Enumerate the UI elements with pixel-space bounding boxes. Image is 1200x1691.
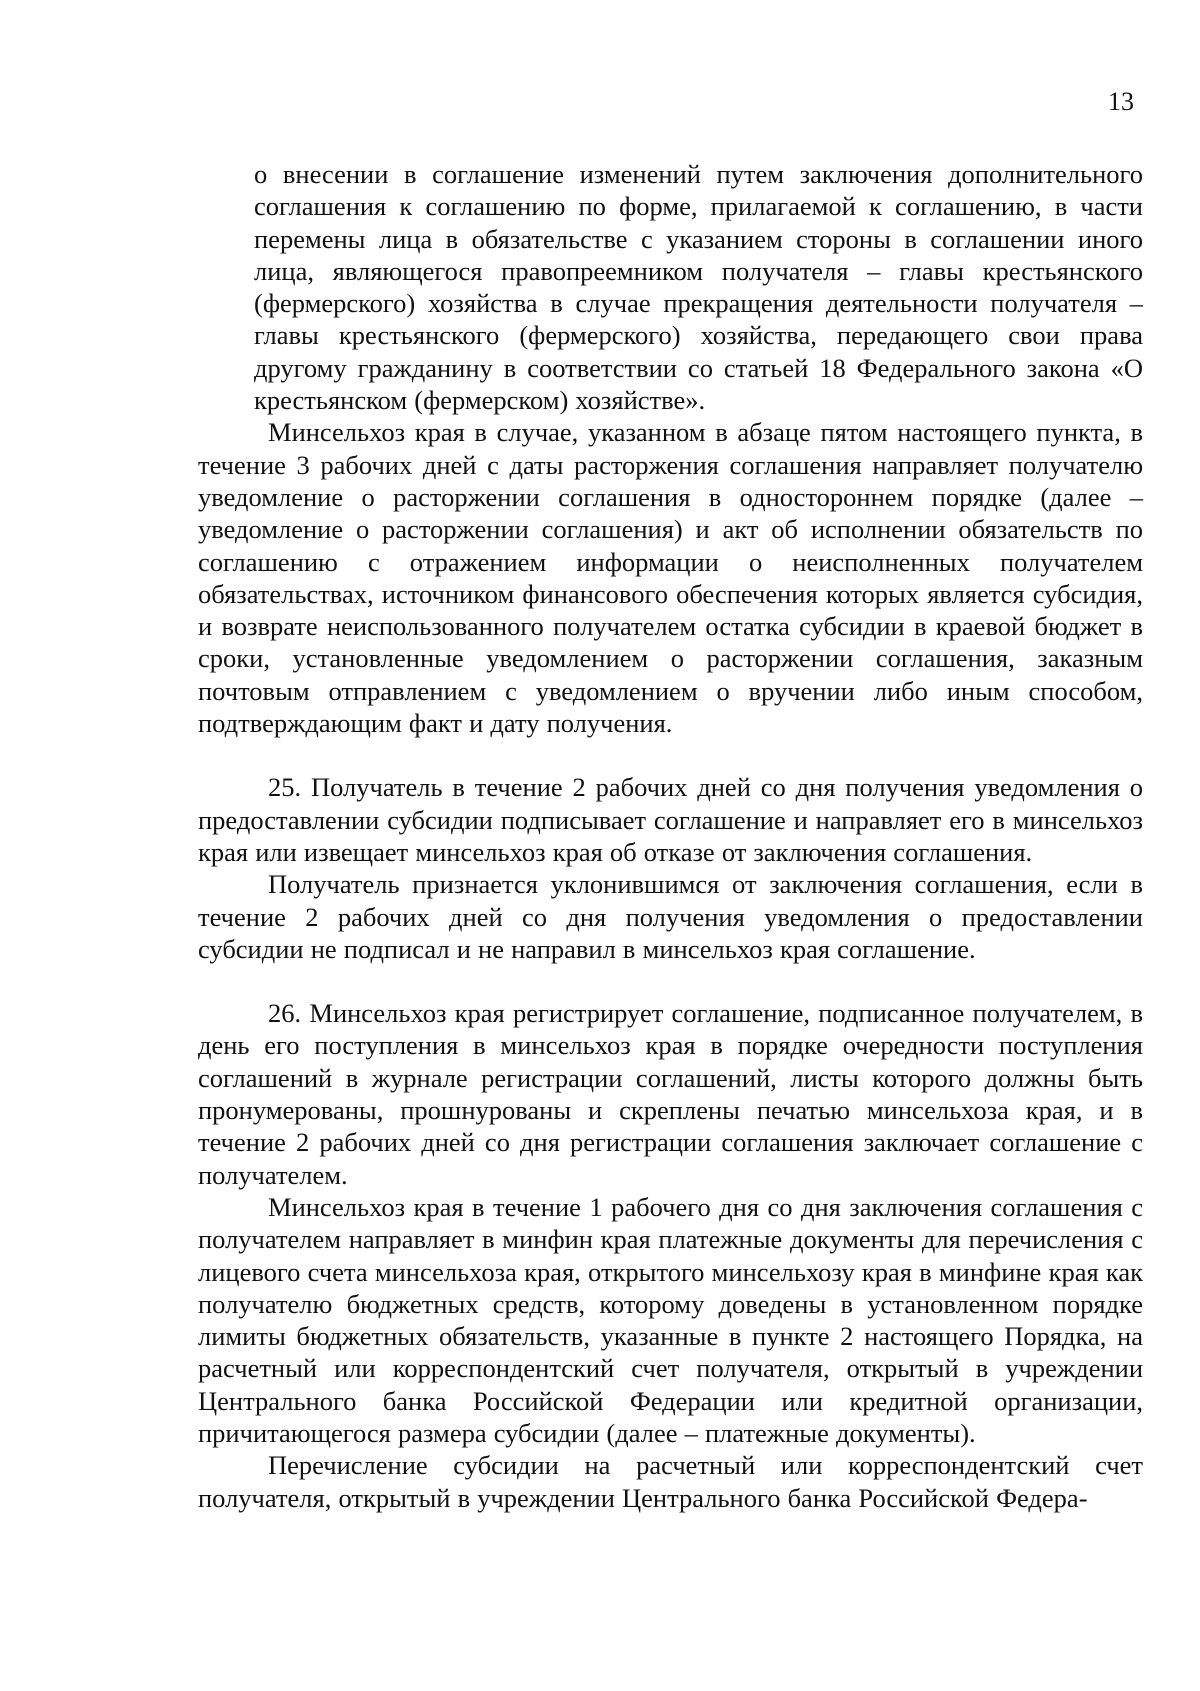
paragraph-termination-notice: Минсельхоз края в случае, указанном в абзаце пятом настоящего пункта, в течение 3 рабочих дней с даты расторжения соглашения направляет получателю уведомление о расторжении соглашения в одностороннем порядке (далее – уведомление о расторжении соглашения) и акт об исполнении обязательств по соглашению с отражением информации о неисполненных получателем обязательствах, источником финансового обеспечения которых является субсидия, и возврате неиспользованного получателем остатка субсидии в краевой бюджет в сроки, установленные уведомлением о расторжении соглашения, заказным почтовым отправлением с уведомлением о вручении либо иным способом, подтверждающим факт и дату получения. [198,417,1143,739]
document-body [198,158,1143,1514]
paragraph-item-25: 25. Получатель в течение 2 рабочих дней со дня получения уведомления о предоставлении субсидии подписывает соглашение и направляет его в минсельхоз края или извещает минсельхоз края об отказе от заключения соглашения. [198,772,1143,867]
paragraph-amendment-clause: о внесении в соглашение изменений путем заключения дополнительного соглашения к соглашению по форме, прилагаемой к соглашению, в части перемены лица в обязательстве с указанием стороны в соглашении иного лица, являющегося правопреемником получателя – главы крестьянского (фермерского) хозяйства в случае прекращения деятельности получателя – главы крестьянского (фермерского) хозяйства, передающего свои права другому гражданину в соответствии со статьей 18 Федерального закона «О крестьянском (фермерском) хозяйстве». [254,159,1143,416]
section-gap [198,739,1143,771]
paragraph-payment-documents: Минсельхоз края в течение 1 рабочего дня со дня заключения соглашения с получателем направляет в минфин края платежные документы для перечисления с лицевого счета минсельхоза края, открытого минсельхозу края в минфине края как получателю бюджетных средств, которому доведены в установленном порядке лимиты бюджетных обязательств, указанные в пункте 2 настоящего Порядка, на расчетный или корреспондентский счет получателя, открытый в учреждении Центрального банка Российской Федерации или кредитной организации, причитающегося размера субсидии (далее – платежные документы). [198,1191,1143,1448]
paragraph-evasion-rule: Получатель признается уклонившимся от заключения соглашения, если в течение 2 рабочих дней со дня получения уведомления о предоставлении субсидии не подписал и не направил в минсельхоз края соглашение. [198,869,1143,964]
paragraph-subsidy-transfer: Перечисление субсидии на расчетный или корреспондентский счет получателя, открытый в учреждении Центрального банка Российской Федера- [198,1450,1143,1513]
paragraph-item-26: 26. Минсельхоз края регистрирует соглашение, подписанное получателем, в день его поступления в минсельхоз края в порядке очередности поступления соглашений в журнале регистрации соглашений, листы которого должны быть пронумерованы, прошнурованы и скреплены печатью минсельхоза края, и в течение 2 рабочих дней со дня регистрации соглашения заключает соглашение с получателем. [198,998,1143,1190]
page-number: 13 [1108,87,1134,116]
section-gap [198,965,1143,997]
